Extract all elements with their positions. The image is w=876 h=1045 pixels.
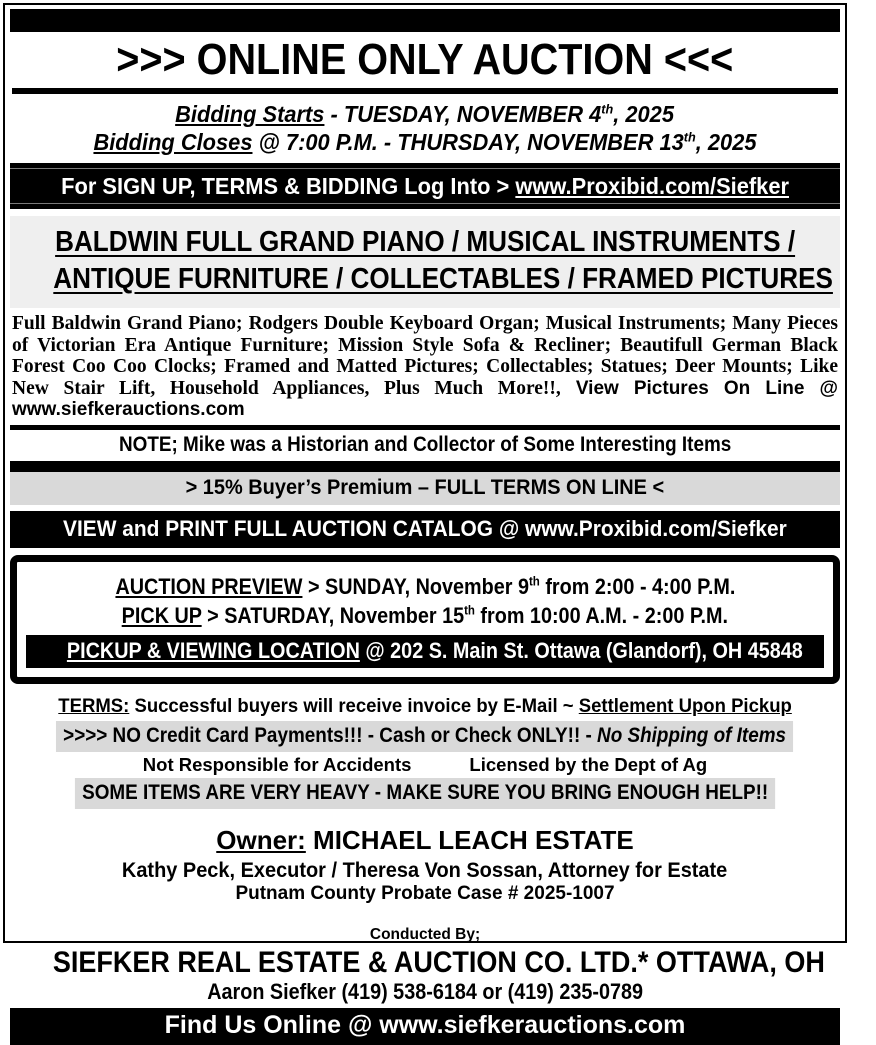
headline-line2: ANTIQUE FURNITURE / COLLECTABLES / FRAMED PICTURES	[53, 263, 833, 295]
top-black-bar	[10, 9, 840, 32]
description-paragraph	[12, 313, 838, 421]
heavy-row	[10, 778, 840, 809]
signup-banner	[10, 163, 840, 209]
premium-bar: > 15% Buyer’s Premium – FULL TERMS ON LINE <	[10, 472, 840, 505]
conducted-by-line: Conducted By;	[369, 925, 481, 943]
siefker-link[interactable]: Find Us Online @ www.siefkerauctions.com	[164, 1010, 686, 1039]
page-title-text: >>> ONLINE ONLY AUCTION <<<	[116, 35, 734, 84]
settlement-label: Settlement Upon Pickup	[578, 694, 792, 717]
pickup-line: PICK UP > SATURDAY, November 15th from 10:00 A.M. - 2:00 P.M.	[121, 602, 729, 628]
premium-top-bar	[10, 461, 840, 472]
bidding-closes-line: Bidding Closes @ 7:00 P.M. - THURSDAY, NOVEMBER 13th, 2025	[93, 129, 757, 155]
paragraph-divider	[10, 425, 840, 430]
location-label: PICKUP & VIEWING LOCATION	[66, 637, 360, 663]
page-title	[10, 37, 840, 83]
bidding-closes-label: Bidding Closes	[93, 129, 253, 155]
heavy-items-bar: SOME ITEMS ARE VERY HEAVY - MAKE SURE YOU BRING ENOUGH HELP!!	[75, 778, 775, 809]
owner-label: Owner:	[216, 824, 306, 855]
terms-label: TERMS:	[58, 694, 130, 717]
headline-line1: BALDWIN FULL GRAND PIANO / MUSICAL INSTRUMENTS /	[55, 226, 795, 258]
schedule-box	[10, 555, 840, 684]
signup-banner-text: For SIGN UP, TERMS & BIDDING Log Into >	[61, 173, 516, 199]
no-shipping-text: No Shipping of Items	[597, 723, 787, 747]
catalog-bar: VIEW and PRINT FULL AUCTION CATALOG @ www.Proxibid.com/Siefker	[10, 511, 840, 548]
auction-preview-label: AUCTION PREVIEW	[115, 573, 303, 599]
description-sans-text: View Pictures On Line @ www.siefkerauctions.com	[12, 377, 838, 420]
bidding-starts-line: Bidding Starts - TUESDAY, NOVEMBER 4th, 2025	[175, 101, 675, 127]
auction-flyer-page	[3, 3, 847, 1039]
auction-preview-line: AUCTION PREVIEW > SUNDAY, November 9th from 2:00 - 4:00 P.M.	[115, 573, 735, 599]
footer-bar	[10, 1008, 840, 1045]
note-line: NOTE; Mike was a Historian and Collector of Some Interesting Items	[118, 432, 732, 456]
terms-line: TERMS: Successful buyers will receive invoice by E-Mail ~ Settlement Upon Pickup	[58, 694, 792, 717]
bidding-dates	[10, 100, 840, 156]
licensed-text: Licensed by the Dept of Ag	[469, 753, 708, 775]
bidding-starts-label: Bidding Starts	[175, 101, 325, 127]
executor-line: Kathy Peck, Executor / Theresa Von Sossan, Attorney for Estate	[122, 858, 728, 882]
owner-line	[10, 826, 840, 855]
company-line: SIEFKER REAL ESTATE & AUCTION CO. LTD.* OTTAWA, OH	[52, 945, 825, 979]
payment-bar: >>>> NO Credit Card Payments!!! - Cash or Check ONLY!! - No Shipping of Items	[56, 721, 793, 752]
payment-row	[10, 721, 840, 752]
description-serif-text: Full Baldwin Grand Piano; Rodgers Double Keyboard Organ; Musical Instruments; Many Pieces of Victorian Era Antique Furniture; Mission Style Sofa & Recliner; Beautifull German Black Forest Coo Coo Clocks; Framed and Matted Pictures; Collectables; Statues; Deer Mounts; Like New Stair Lift, Household Appliances, Plus Much More!!,	[12, 313, 838, 399]
title-divider	[12, 88, 838, 94]
headline-section	[10, 216, 840, 308]
pickup-label: PICK UP	[121, 602, 202, 628]
accidents-text: Not Responsible for Accidents	[142, 753, 412, 775]
location-bar: PICKUP & VIEWING LOCATION @ 202 S. Main St. Ottawa (Glandorf), OH 45848	[26, 635, 824, 668]
liability-line	[10, 754, 840, 775]
owner-name: MICHAEL LEACH ESTATE	[305, 824, 634, 855]
proxibid-link[interactable]: www.Proxibid.com/Siefker	[515, 173, 789, 199]
probate-line: Putnam County Probate Case # 2025-1007	[235, 882, 615, 904]
contact-line: Aaron Siefker (419) 538-6184 or (419) 235-0789	[207, 978, 643, 1004]
